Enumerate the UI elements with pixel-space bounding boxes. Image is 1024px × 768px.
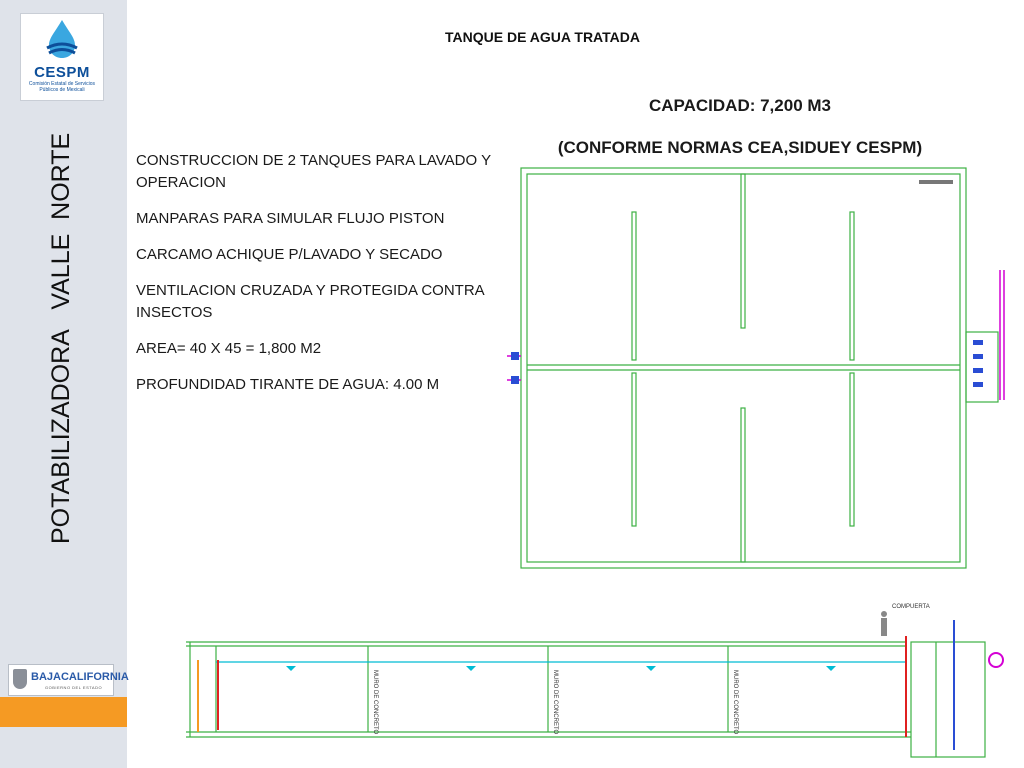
gate-label: COMPUERTA [892, 604, 930, 610]
drawing-label [919, 180, 953, 184]
pump-icon [973, 382, 983, 387]
cespm-logo [20, 13, 104, 101]
list-item: PROFUNDIDAD TIRANTE DE AGUA: 4.00 M [136, 376, 440, 393]
norms-text: (CONFORME NORMAS CEA,SIDUEY CESPM) [557, 138, 923, 157]
tank-plan-drawing [507, 160, 1019, 575]
wall-label: MURO DE CONCRETO [552, 670, 558, 735]
list-item: AREA= 40 X 45 = 1,800 M2 [136, 340, 322, 357]
baffle-wall [741, 174, 745, 328]
valve-icon [511, 376, 519, 384]
accent-bar [0, 697, 127, 727]
baffle-wall [741, 408, 745, 562]
shield-icon [13, 669, 27, 689]
person-icon [881, 611, 887, 636]
tank-section-drawing [136, 600, 1024, 768]
logo-name: CESPM [34, 64, 90, 81]
baffle-wall [850, 373, 854, 526]
list-item: CARCAMO ACHIQUE P/LAVADO Y SECADO [136, 246, 443, 263]
badge-subtitle: GOBIERNO DEL ESTADO [45, 685, 103, 690]
pump-icon [973, 354, 983, 359]
tank-outer-wall [521, 168, 966, 568]
tank-inner-wall [527, 174, 960, 562]
baja-california-badge [8, 664, 129, 696]
feature-list [136, 150, 521, 410]
valve-icon [511, 352, 519, 360]
wall-label: MURO DE CONCRETO [732, 670, 738, 735]
pump-icon [973, 368, 983, 373]
page-title: TANQUE DE AGUA TRATADA [445, 29, 640, 45]
badge-text: BAJACALIFORNIA [31, 671, 129, 683]
sidebar [0, 0, 127, 768]
baffle-wall [850, 212, 854, 360]
pump-sump [911, 642, 985, 757]
pump-icon [973, 340, 983, 345]
capacity-text: CAPACIDAD: 7,200 M3 [648, 96, 831, 115]
list-item: MANPARAS PARA SIMULAR FLUJO PISTON [136, 210, 445, 227]
baffle-wall [632, 212, 636, 360]
wall-label: MURO DE CONCRETO [372, 670, 378, 735]
pipe-elbow [989, 653, 1003, 667]
baffle-wall [632, 373, 636, 526]
logo-subtitle: Comisión Estatal de Servicios Públicos de Mexicali [28, 81, 96, 93]
list-item: CONSTRUCCION DE 2 TANQUES PARA LAVADO Y OPERACION [136, 152, 491, 191]
vertical-title: POTABILIZADORA VALLE NORTE [47, 132, 75, 544]
list-item: VENTILACION CRUZADA Y PROTEGIDA CONTRA INSECTOS [136, 282, 484, 321]
